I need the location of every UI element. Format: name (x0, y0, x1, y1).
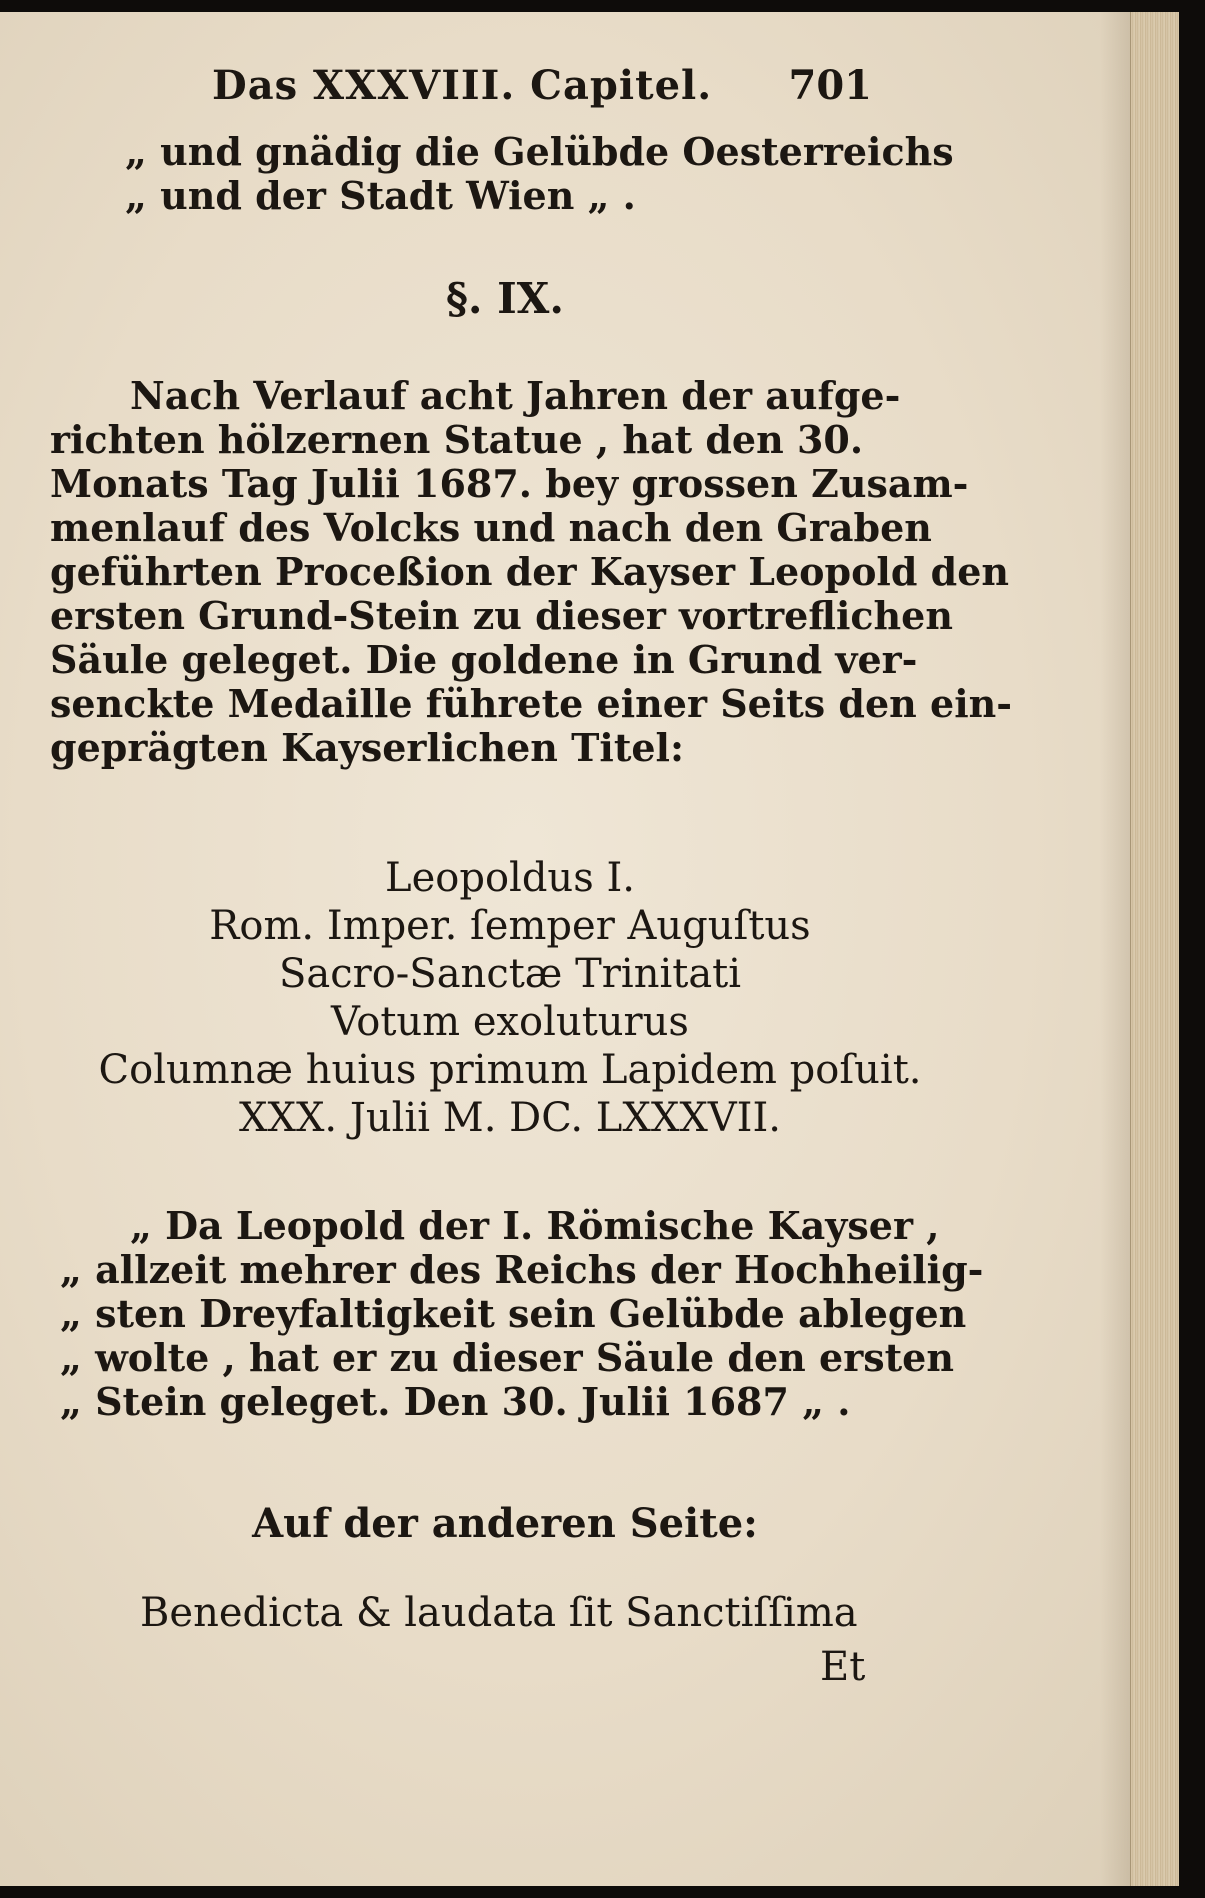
text-line: „ und gnädig die Gelübde Oesterreichs (125, 129, 954, 174)
section-heading: §. IX. (445, 274, 565, 323)
subheading: Auf der anderen Seite: (252, 1500, 758, 1547)
text-line: „ Stein geleget. Den 30. Julii 1687 „ . (60, 1379, 851, 1424)
inscription-line: XXX. Julii M. DC. LXXXVII. (238, 1095, 781, 1141)
running-title: Das XXXVIII. Capitel. (212, 62, 713, 109)
inscription-line: Votum exoluturus (331, 999, 689, 1045)
book-page (0, 12, 1166, 1886)
inscription-line: Leopoldus I. (385, 855, 635, 901)
page-number: 701 (788, 62, 872, 109)
text-line: richten hölzernen Statue , hat den 30. (50, 417, 864, 462)
text-line: ersten Grund-Stein zu dieser vortreflichen (50, 593, 953, 638)
inscription-line: Sacro-Sanctæ Trinitati (278, 951, 742, 997)
text-line: „ sten Dreyfaltigkeit sein Gelübde ablegen (60, 1291, 967, 1336)
text-line: geprägten Kayserlichen Titel: (50, 725, 685, 770)
medal-inscription (40, 854, 980, 1142)
page-header (212, 62, 872, 122)
text-line: „ und der Stadt Wien „ . (125, 173, 636, 218)
prayer-end (50, 129, 954, 218)
inscription-line: Rom. Imper. ſemper Auguſtus (209, 903, 811, 949)
text-line: Monats Tag Julii 1687. bey grossen Zusam- (50, 461, 969, 506)
text-line: Nach Verlauf acht Jahren der aufge- (130, 373, 901, 418)
reverse-inscription: Benedicta & laudata ſit Sanctiſſima (140, 1590, 858, 1636)
page-gutter-shadow (1100, 12, 1132, 1886)
text-line: menlauf des Volcks und nach den Graben (50, 505, 932, 550)
text-line: „ wolte , hat er zu dieser Säule den ersten (60, 1335, 954, 1380)
text-line: geführten Proceßion der Kayser Leopold den (50, 549, 1010, 594)
translation-paragraph (50, 1203, 984, 1424)
text-line: „ allzeit mehrer des Reichs der Hochheilig- (60, 1247, 984, 1292)
text-line: senckte Medaille führete einer Seits den ein- (50, 681, 1013, 726)
page-edges (1130, 12, 1179, 1886)
catchword: Et (820, 1644, 866, 1690)
text-line: „ Da Leopold der I. Römische Kayser , (130, 1203, 940, 1248)
body-paragraph (50, 373, 1013, 770)
inscription-line: Columnæ huius primum Lapidem poſuit. (98, 1047, 922, 1093)
text-line: Säule geleget. Die goldene in Grund ver- (50, 637, 918, 682)
